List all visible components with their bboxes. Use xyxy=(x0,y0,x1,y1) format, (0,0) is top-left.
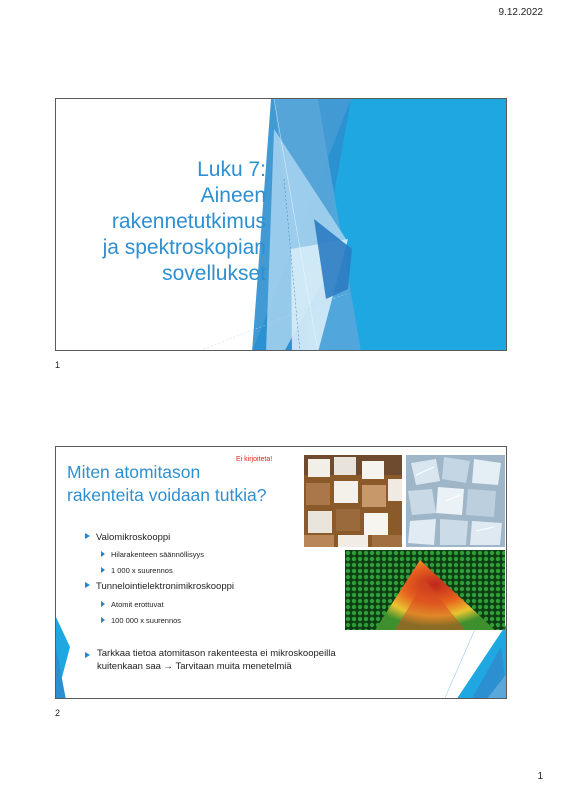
print-date: 9.12.2022 xyxy=(498,7,543,18)
bullet-arrow-icon xyxy=(85,652,90,658)
slide-2-title: Miten atomitason rakenteita voidaan tutkia? xyxy=(67,462,267,505)
sugar-cubes-photo xyxy=(304,455,402,547)
stm-surface-image xyxy=(345,550,505,630)
slide-2-number: 2 xyxy=(55,708,61,718)
bullet-arrow-icon xyxy=(85,582,90,588)
sub-bullet-magnification-1: 1 000 x suurennos xyxy=(101,566,173,575)
slide-1-number: 1 xyxy=(55,360,61,370)
slide-1-title: Luku 7: Aineen rakennetutkimus ja spektroskopian sovellukset xyxy=(102,158,266,285)
salt-crystals-photo xyxy=(406,455,505,547)
note-label: Ei kirjoiteta! xyxy=(236,456,273,463)
sub-bullet-lattice: Hilarakenteen säännöllisyys xyxy=(101,550,204,559)
bullet-arrow-icon xyxy=(101,617,105,623)
bullet-arrow-icon xyxy=(101,551,105,557)
slide-1 xyxy=(55,98,507,351)
bullet-light-microscope: Valomikroskooppi xyxy=(85,532,170,543)
slide-2 xyxy=(55,446,507,699)
sub-bullet-magnification-2: 100 000 x suurennos xyxy=(101,616,181,625)
bullet-arrow-icon xyxy=(85,533,90,539)
bullet-conclusion: Tarkkaa tietoa atomitason rakenteesta ei mikroskoopeilla kuitenkaan saa → Tarvitaan muita menetelmiä xyxy=(85,647,405,673)
page-number: 1 xyxy=(537,771,543,782)
bullet-arrow-icon xyxy=(101,601,105,607)
bullet-arrow-icon xyxy=(101,567,105,573)
bullet-stm: Tunnelointielektronimikroskooppi xyxy=(85,581,234,592)
sub-bullet-atoms: Atomit erottuvat xyxy=(101,600,164,609)
